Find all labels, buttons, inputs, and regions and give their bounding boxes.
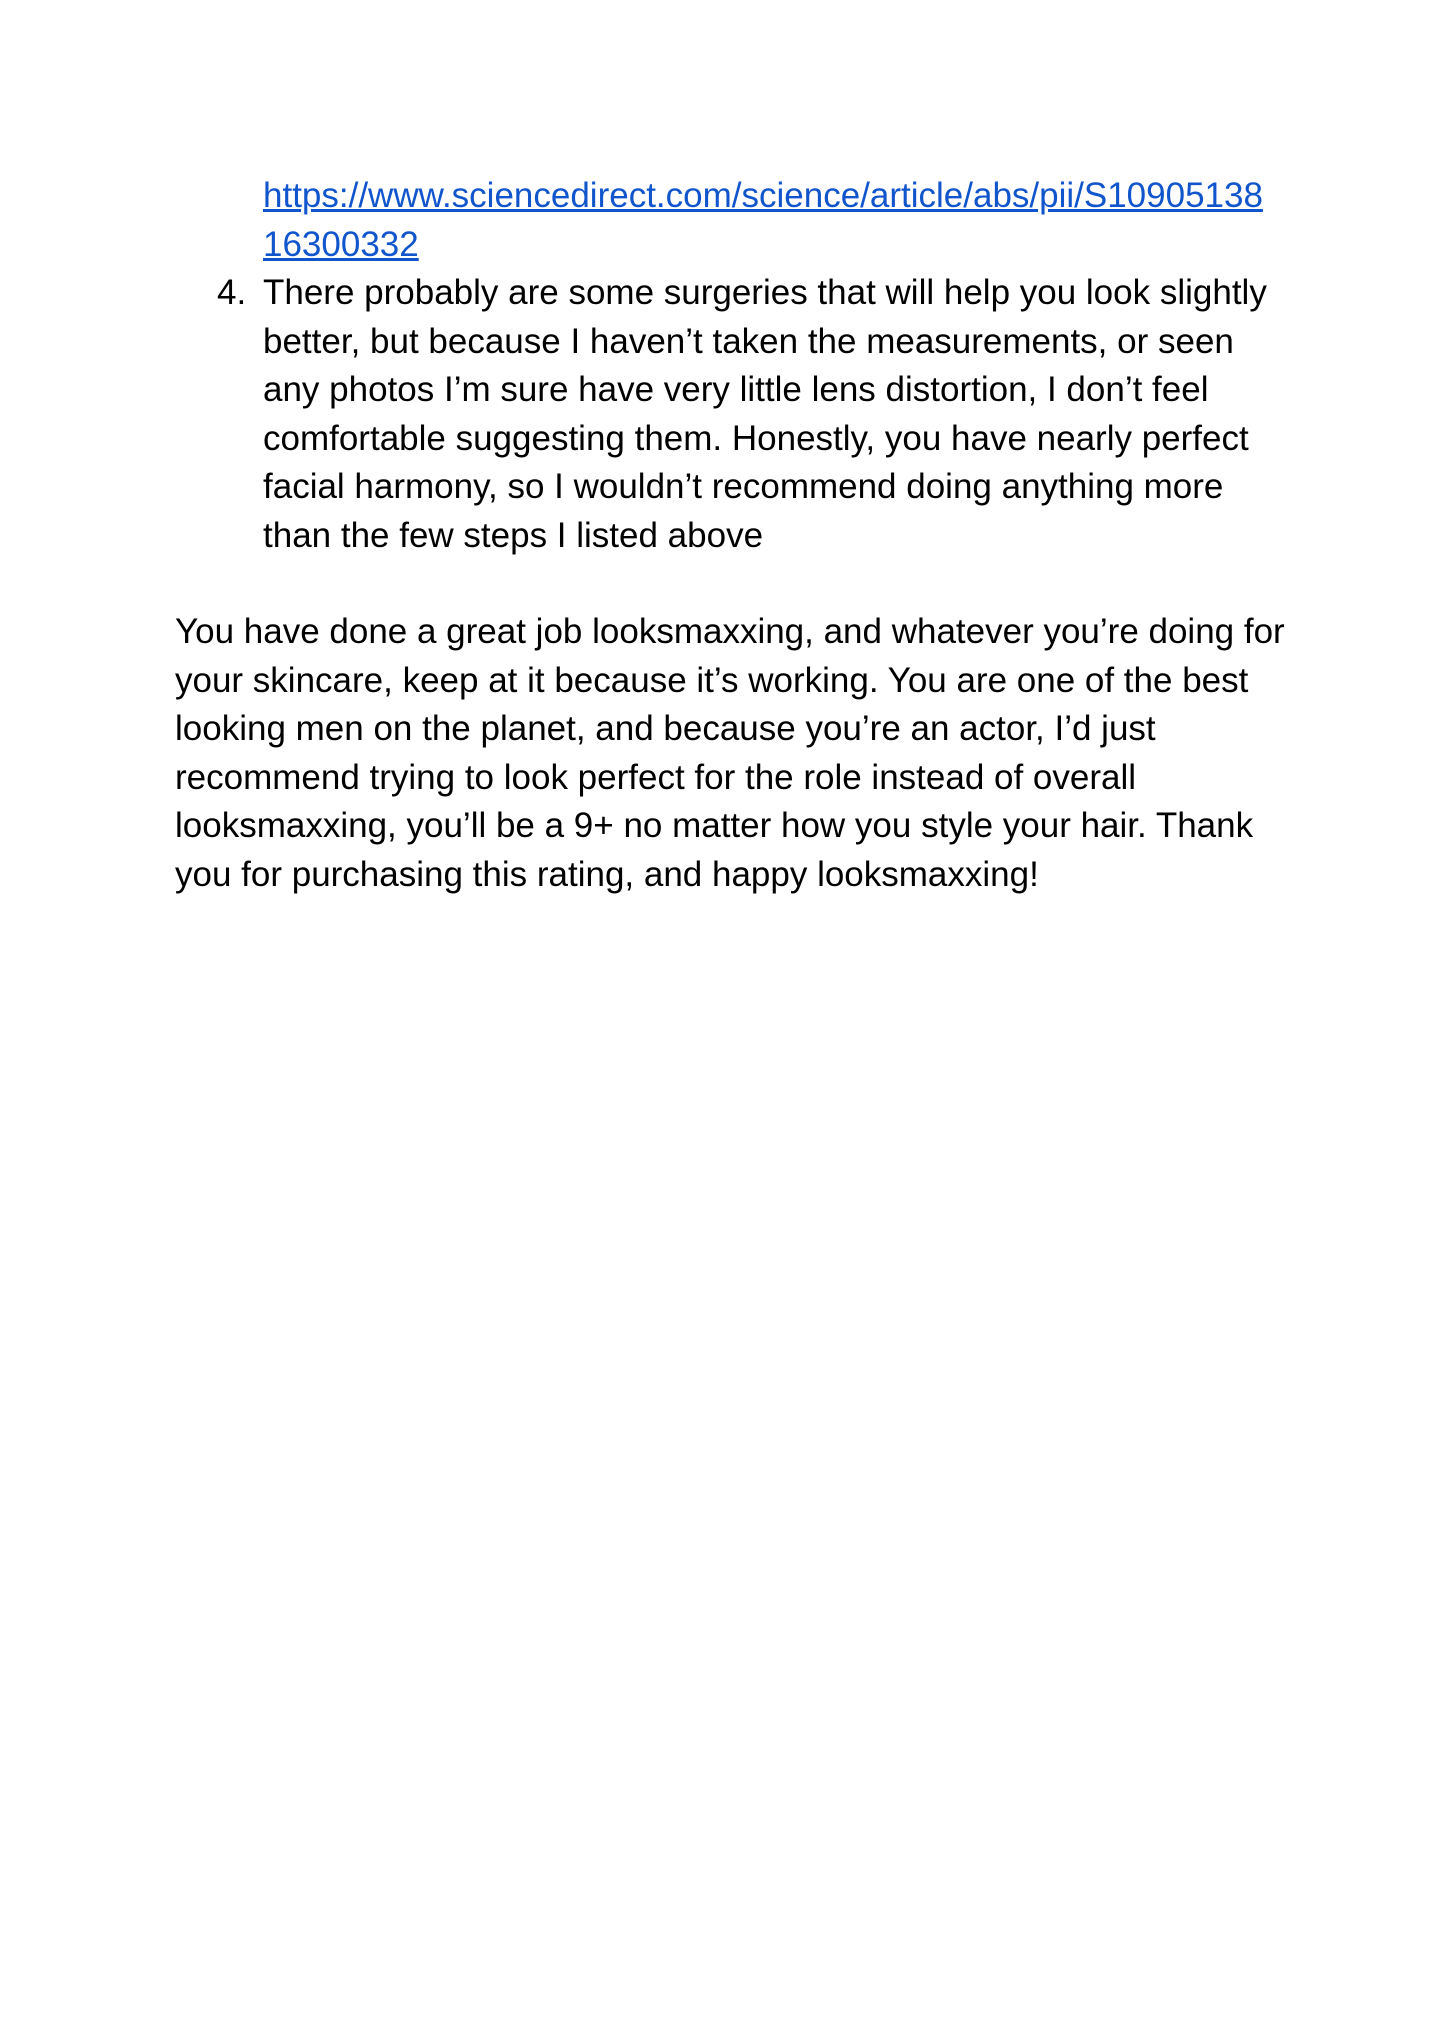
list-item-number: 4. bbox=[217, 273, 247, 312]
closing-paragraph: You have done a great job looksmaxxing, and whatever you’re doing for your skincare, keep at it because it’s working. You are one of the best looking men on the planet, and because you’re an actor, I’d just recommend trying to look perfect for the role instead of overall looksmaxxing, you’ll be a 9+ no matter how you style your hair. Thank you for purchasing this rating, and happy looksmaxxing! bbox=[175, 612, 1285, 894]
list-item-text: There probably are some surgeries that will help you look slightly better, but because I haven’t taken the measurements, or seen any photos I’m sure have very little lens distortion, I don’t feel comfortable suggesting them. Honestly, you have nearly perfect facial harmony, so I wouldn’t recommend doing anything more than the few steps I listed above bbox=[263, 273, 1267, 555]
reference-link[interactable]: https://www.sciencedirect.com/science/article/abs/pii/S1090513816300332 bbox=[263, 176, 1263, 264]
numbered-list bbox=[175, 172, 1285, 560]
list-item bbox=[217, 269, 1273, 560]
document-body bbox=[175, 172, 1285, 899]
